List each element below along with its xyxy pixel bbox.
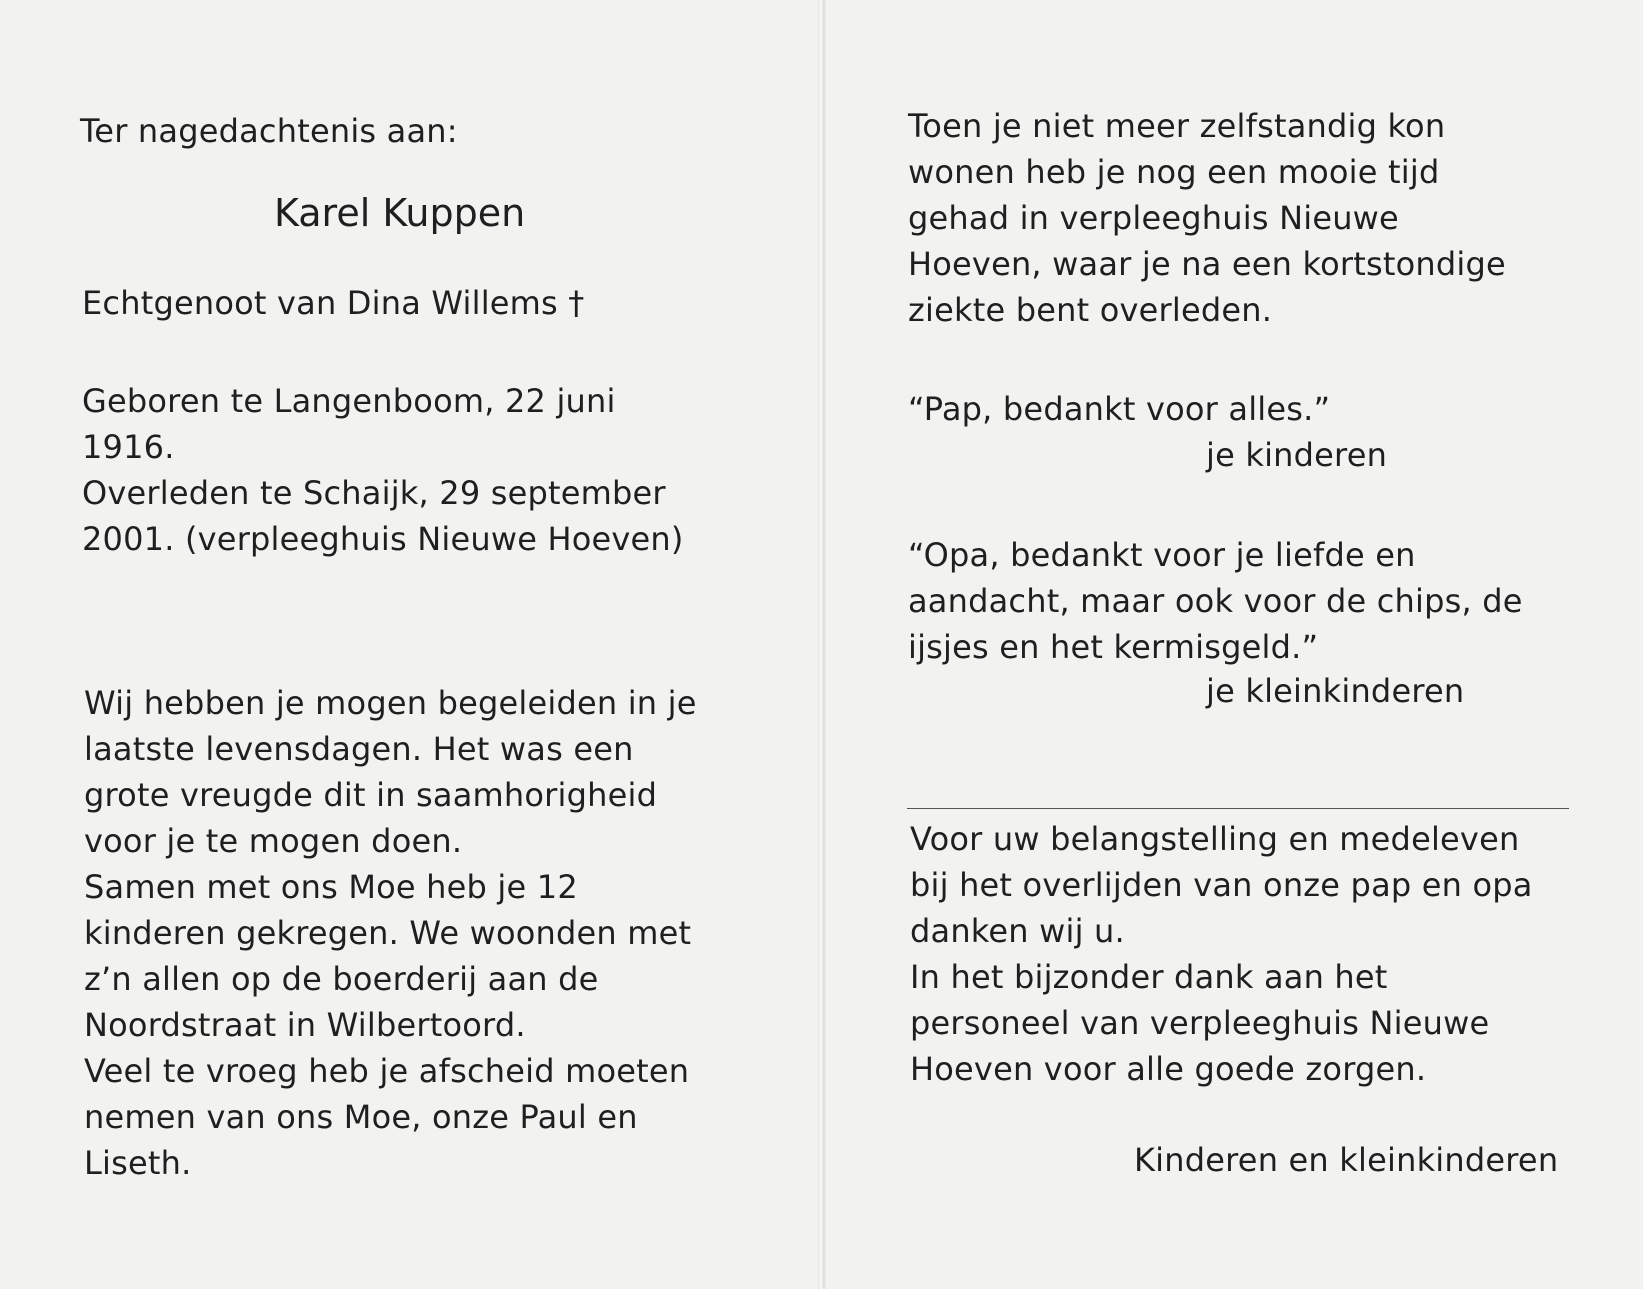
thanks-block [910, 816, 1533, 1092]
spouse-line: Echtgenoot van Dina Willems † [82, 284, 585, 322]
birth-death-line: 2001. (verpleeghuis Nieuwe Hoeven) [82, 520, 684, 558]
thanks-line: danken wij u. [910, 912, 1125, 950]
center-fold [818, 0, 826, 1289]
thanks-line: Hoeven voor alle goede zorgen. [910, 1050, 1427, 1088]
family-message-line: grote vreugde dit in saamhorigheid [84, 776, 658, 814]
grandchildren-quote-block [908, 532, 1523, 670]
birth-death-block [82, 378, 684, 562]
family-message-line: Liseth. [84, 1144, 192, 1182]
nursing-home-block [908, 103, 1506, 333]
family-message-line: Veel te vroeg heb je afscheid moeten [84, 1052, 690, 1090]
family-message-line: Noordstraat in Wilbertoord. [84, 1006, 526, 1044]
birth-death-line: Geboren te Langenboom, 22 juni [82, 382, 616, 420]
deceased-name: Karel Kuppen [274, 191, 526, 235]
nursing-home-line: Hoeven, waar je na een kortstondige [908, 245, 1506, 283]
nursing-home-line: gehad in verpleeghuis Nieuwe [908, 199, 1399, 237]
grandchildren-quote-line: ijsjes en het kermisgeld.” [908, 628, 1319, 666]
family-message-line: kinderen gekregen. We woonden met [84, 914, 692, 952]
children-quote: “Pap, bedankt voor alles.” [908, 390, 1331, 428]
grandchildren-quote-line: aandacht, maar ook voor de chips, de [908, 582, 1523, 620]
family-message-line: z’n allen op de boerderij aan de [84, 960, 599, 998]
grandchildren-signature: je kleinkinderen [1206, 672, 1465, 710]
grandchildren-quote-line: “Opa, bedankt voor je liefde en [908, 536, 1416, 574]
thanks-line: Voor uw belangstelling en medeleven [910, 820, 1520, 858]
thanks-line: bij het overlijden van onze pap en opa [910, 866, 1533, 904]
birth-death-line: Overleden te Schaijk, 29 september [82, 474, 666, 512]
nursing-home-line: ziekte bent overleden. [908, 291, 1273, 329]
family-message-line: laatste levensdagen. Het was een [84, 730, 634, 768]
family-message-line: nemen van ons Moe, onze Paul en [84, 1098, 638, 1136]
thanks-line: In het bijzonder dank aan het [910, 958, 1388, 996]
birth-death-line: 1916. [82, 428, 175, 466]
children-signature: je kinderen [1206, 436, 1388, 474]
family-message-line: voor je te mogen doen. [84, 822, 463, 860]
memorial-heading: Ter nagedachtenis aan: [80, 112, 458, 150]
thanks-line: personeel van verpleeghuis Nieuwe [910, 1004, 1490, 1042]
family-message-block [84, 680, 697, 1186]
family-message-line: Wij hebben je mogen begeleiden in je [84, 684, 697, 722]
nursing-home-line: Toen je niet meer zelfstandig kon [908, 107, 1446, 145]
divider-line [907, 808, 1569, 809]
family-message-line: Samen met ons Moe heb je 12 [84, 868, 578, 906]
closing-signature: Kinderen en kleinkinderen [1134, 1141, 1559, 1179]
nursing-home-line: wonen heb je nog een mooie tijd [908, 153, 1440, 191]
